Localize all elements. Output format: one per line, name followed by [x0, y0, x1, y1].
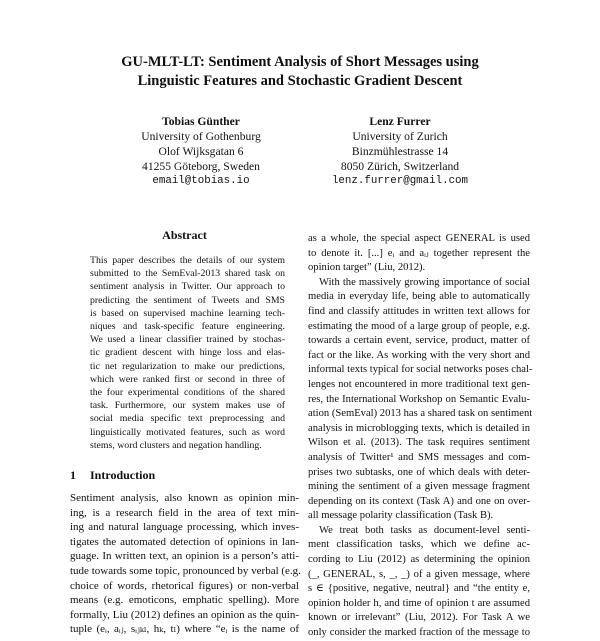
author-name: Lenz Furrer: [369, 115, 431, 128]
abstract-line: This paper describes the details of our system: [90, 255, 285, 266]
text-line: fact or the like. As working with the very short and: [308, 349, 530, 361]
text-line: res, the International Workshop on Semantic Evalu-: [308, 393, 530, 405]
text-line: tude towards some topic, pronounced by verbal (e.g.: [70, 565, 301, 578]
text-line: formally, Liu (2012) defines an opinion as the quin-: [70, 608, 299, 621]
text-line: cording to Liu (2012) as determining the opinion: [308, 554, 530, 566]
text-line: tuple (eᵢ, aᵢⱼ, sᵢⱼₖₗ, hₖ, tₗ) where “eᵢ is the name of: [70, 623, 299, 636]
abstract-body: [90, 254, 285, 452]
text-line: known or irrelevant” (Liu, 2012). For Task A we: [308, 612, 530, 624]
title-line: Linguistic Features and Stochastic Gradient Descent: [137, 73, 463, 89]
text-line: tigates the automated detection of opinions in lan-: [70, 535, 299, 548]
author-address: Olof Wijksgatan 6: [158, 145, 244, 158]
author-address: 41255 Göteborg, Sweden: [142, 160, 260, 173]
abstract-line: is based on supervised machine learning tech-: [90, 307, 285, 319]
author-email: email@tobias.io: [152, 175, 250, 187]
abstract-line: the four experimental conditions of the shared: [90, 387, 285, 399]
text-line: depending on its context (Task A) and one on over-: [308, 495, 530, 507]
text-line: mining the sentiment of a given message fragment: [308, 481, 530, 493]
abstract-line: task. Furthermore, our system makes use of: [90, 400, 285, 412]
text-line: We treat both tasks as document-level senti-: [319, 524, 530, 536]
text-line: prises two subtasks, one of which deals with deter-: [308, 466, 530, 478]
text-line: estimating the mood of a large group of people, e.g.: [308, 320, 530, 332]
author-affiliation: University of Gothenburg: [141, 130, 261, 143]
abstract-line: predicting the sentiment of Tweets and SMS: [90, 294, 285, 306]
text-line: Sentiment analysis, also known as opinion min-: [70, 492, 299, 505]
text-line: analysis of Twitter¹ and SMS messages and com-: [308, 451, 530, 463]
paragraph: [308, 276, 533, 524]
text-line: as a whole, the special aspect GENERAL is used: [308, 233, 530, 244]
author-address: 8050 Zürich, Switzerland: [340, 160, 460, 173]
text-line: ing and natural language processing, which inves-: [70, 521, 299, 534]
text-line: find and classify attitudes in written text allows for: [308, 305, 530, 317]
text-line: guage. In written text, an opinion is a person’s atti-: [70, 550, 299, 563]
text-line: ing, is a research field in the area of text min-: [70, 506, 299, 519]
left-column: [70, 228, 299, 637]
text-line: opinion holder h, and time of opinion t are assumed: [308, 597, 530, 609]
text-line: only consider the marked fraction of the message to: [308, 627, 530, 639]
text-line: media in everyday life, being able to automatically: [308, 291, 530, 303]
author-name: Tobias Günther: [162, 115, 240, 128]
text-line: means (e.g. emoticons, emphatic spelling). More: [70, 594, 299, 607]
text-line: analysis in microblogging texts, which is detailed in: [308, 422, 530, 434]
text-line: all message polarity classification (Task B).: [308, 510, 494, 522]
abstract-line: niques and task-specific feature engineering.: [90, 321, 285, 333]
author-affiliation: University of Zurich: [352, 130, 448, 143]
text-line: (_, GENERAL, s, _, _) of a given message, where: [308, 568, 530, 580]
abstract-line: stems, word clusters and negation handling.: [90, 439, 262, 451]
abstract-line: tic gradient descent with hinge loss and elas-: [90, 347, 285, 359]
section-number: 1: [70, 468, 76, 483]
text-line: to denote it. [...] eᵢ and aᵢⱼ together represent the: [308, 247, 530, 259]
abstract-line: social media specific text preprocessing and: [90, 413, 285, 425]
abstract-line: sentiment analysis in Twitter. Our approach to: [90, 281, 285, 293]
text-line: towards a certain event, service, product, matter of: [308, 335, 530, 347]
text-line: With the massively growing importance of social: [319, 276, 530, 288]
title-line: GU-MLT-LT: Sentiment Analysis of Short Messages using: [121, 54, 479, 70]
abstract-heading: Abstract: [162, 228, 207, 242]
abstract-line: We used a linear classifier trained by stochas-: [90, 334, 285, 346]
abstract-line: linguistically motivated features, such as word: [90, 426, 285, 438]
author-block-1: [86, 114, 316, 189]
author-block-2: [285, 114, 515, 189]
section-title: Introduction: [90, 468, 156, 483]
author-address: Binzmühlestrasse 14: [351, 145, 449, 158]
text-line: ment classification tasks, which we define ac-: [308, 539, 530, 551]
paragraph: [308, 524, 530, 641]
text-line: ation (SemEval) 2013 has a shared task on sentiment: [308, 408, 533, 420]
section-heading: [70, 468, 299, 483]
paragraph: [308, 232, 530, 276]
right-column: [308, 232, 533, 641]
author-email: lenz.furrer@gmail.com: [331, 175, 469, 187]
intro-paragraph: [70, 491, 299, 637]
abstract-line: submitted to the SemEval-2013 shared task on: [90, 268, 285, 280]
text-line: informal texts typical for social networks poses chal-: [308, 364, 533, 376]
text-line: Wilson et al. (2013). The task requires sentiment: [308, 437, 530, 449]
paper-title: [0, 53, 600, 91]
abstract-line: tic net regularization to make our predictions,: [90, 360, 285, 372]
text-line: opinion target” (Liu, 2012).: [308, 262, 426, 274]
text-line: choice of words, rhetorical figures) or non-verbal: [70, 579, 299, 592]
abstract-line: which were ranked first or second in three of: [90, 373, 285, 385]
text-line: s ∈ {positive, negative, neutral} and “the entity e,: [308, 583, 530, 595]
text-line: lenges not encountered in more traditional text gen-: [308, 378, 530, 390]
